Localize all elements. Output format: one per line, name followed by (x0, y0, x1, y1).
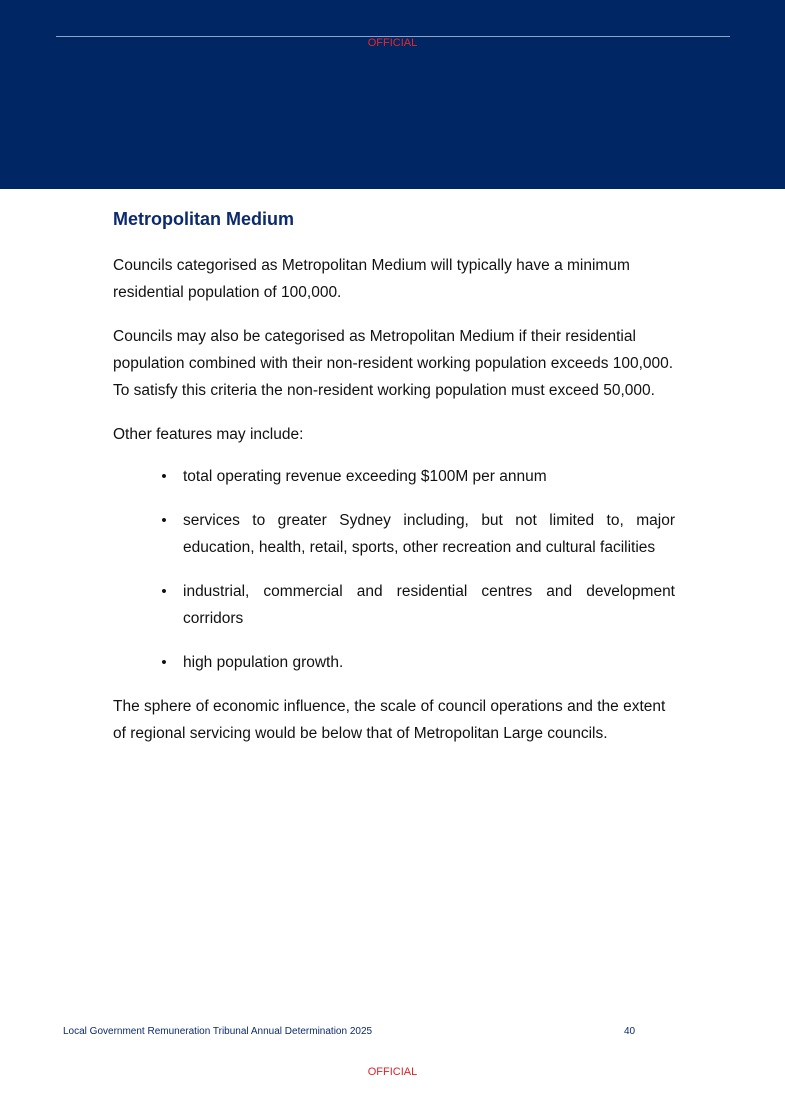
paragraph-minimum-population: Councils categorised as Metropolitan Medium will typically have a minimum residential population of 100,000. (113, 257, 630, 301)
main-content (113, 207, 675, 747)
list-item (113, 649, 675, 676)
list-item (113, 578, 675, 632)
bullet-icon: • (161, 512, 167, 529)
features-list (113, 463, 675, 676)
paragraph-combined-population: Councils may also be categorised as Metropolitan Medium if their residential population combined with their non-resident working population exceeds 100,000. To satisfy this criteria the non-resident working population must exceed 50,000. (113, 328, 674, 399)
header-band (0, 0, 785, 189)
paragraph-other-features: Other features may include: (113, 426, 304, 443)
bullet-icon: • (161, 583, 167, 600)
list-item-text: industrial, commercial and residential centres and development corridors (183, 583, 675, 627)
list-item (113, 463, 675, 490)
list-item-text: high population growth. (183, 654, 344, 671)
bullet-icon: • (161, 654, 167, 671)
footer-page-number: 40 (624, 1026, 636, 1037)
classification-label-top: OFFICIAL (367, 37, 418, 49)
paragraph-closing: The sphere of economic influence, the scale of council operations and the extent of regional servicing would be below that of Metropolitan Large councils. (113, 698, 666, 742)
classification-label-bottom: OFFICIAL (367, 1066, 418, 1078)
list-item-text: services to greater Sydney including, but not limited to, major education, health, retail, sports, other recreation and cultural facilities (183, 512, 675, 556)
footer-document-title: Local Government Remuneration Tribunal Annual Determination 2025 (63, 1026, 373, 1037)
list-item-text: total operating revenue exceeding $100M per annum (183, 468, 547, 485)
list-item (113, 507, 675, 561)
bullet-icon: • (161, 468, 167, 485)
section-title: Metropolitan Medium (113, 209, 294, 229)
